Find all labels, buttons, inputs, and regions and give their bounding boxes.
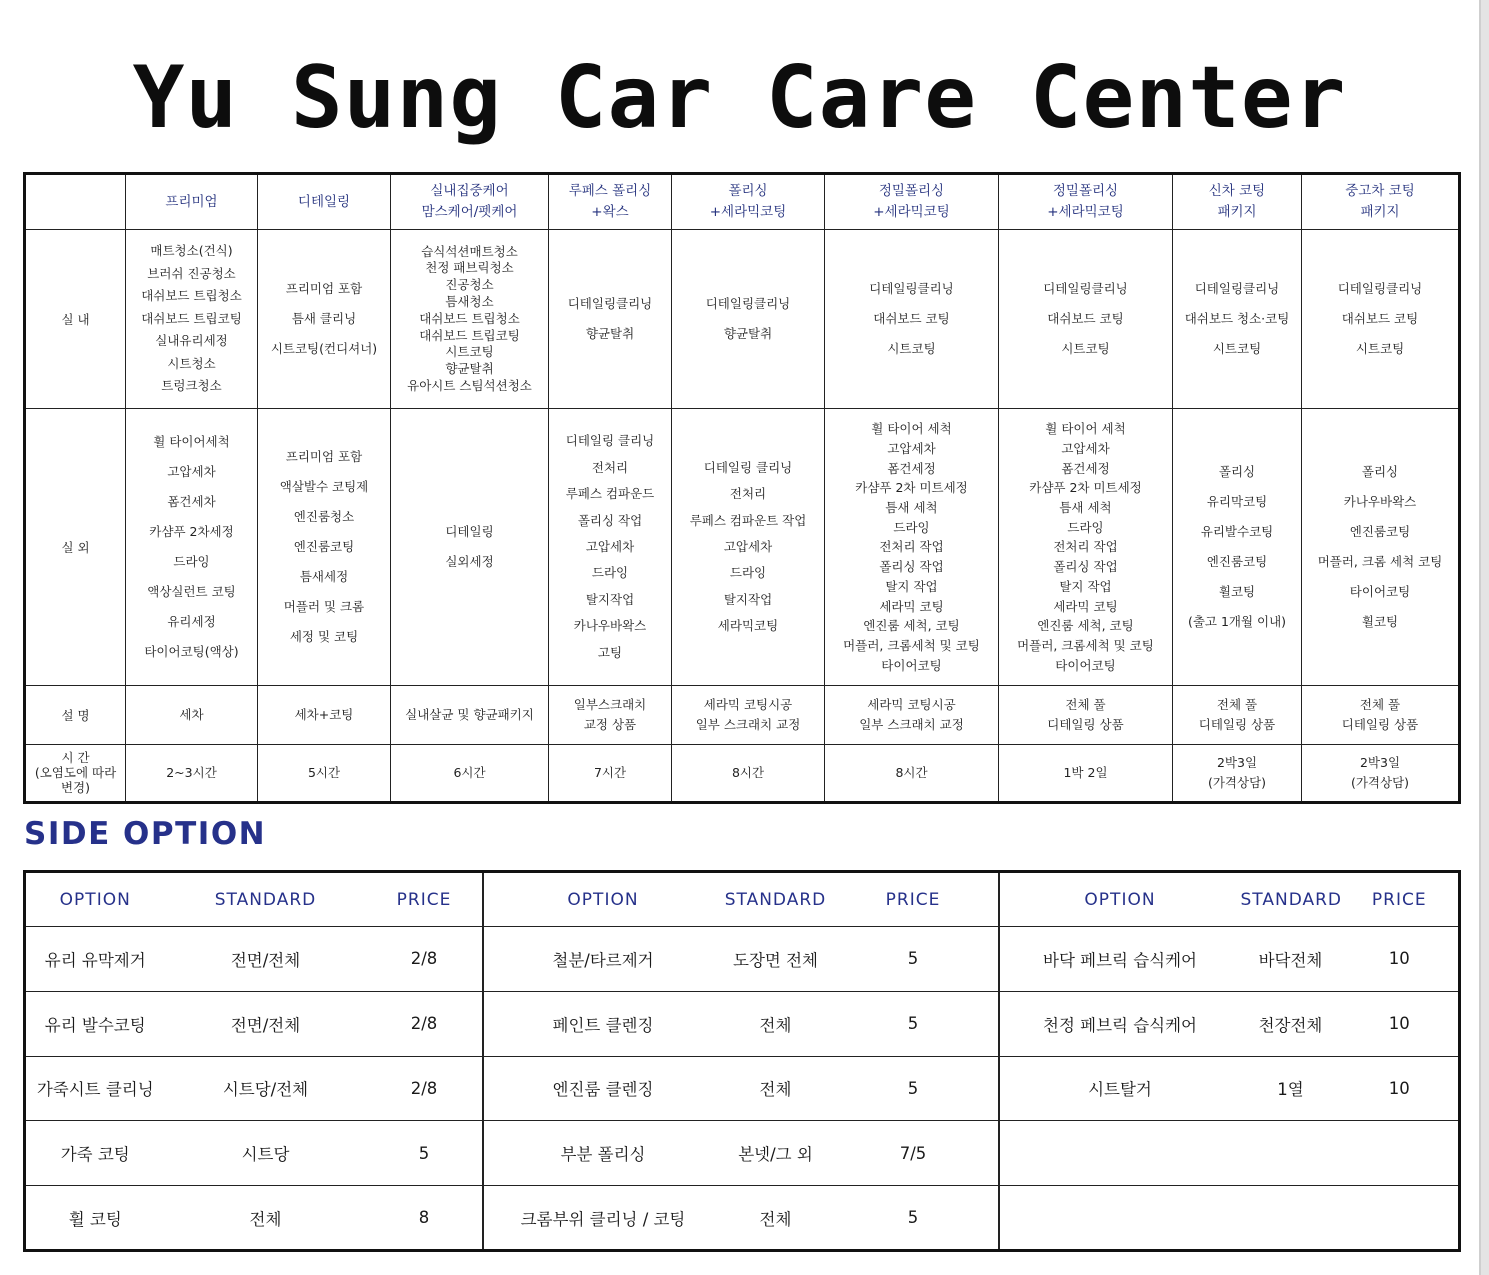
interior-item: 대쉬보드 코팅 (1341, 311, 1419, 327)
exterior-cell (1302, 409, 1460, 686)
exterior-item: 엔진룸코팅 (293, 539, 355, 555)
time-item: 5시간 (307, 764, 341, 780)
time-row (25, 744, 1460, 802)
exterior-item: 액살발수 코팅제 (279, 479, 369, 495)
option-name: 가죽 코팅 (25, 1121, 165, 1186)
exterior-item: 휠 타이어 세척 (1045, 421, 1126, 437)
exterior-item: 엔진룸코팅 (1206, 554, 1268, 570)
package-header-line: 중고차 코팅 (1345, 183, 1415, 200)
description-item: 전체 풀 (1359, 697, 1401, 713)
exterior-cell (999, 409, 1173, 686)
exterior-item: 디테일링 클리닝 (703, 459, 793, 475)
option-name: 시트탈거 (999, 1056, 1241, 1121)
time-item: 2~3시간 (166, 764, 217, 780)
side-option-row (25, 991, 1460, 1056)
description-cell (999, 686, 1173, 744)
side-option-row (25, 1056, 1460, 1121)
exterior-cell (1173, 409, 1302, 686)
interior-item: 매트청소(건식) (150, 243, 233, 259)
side-option-header-option: OPTION (25, 872, 165, 927)
description-cell (672, 686, 825, 744)
exterior-item: 카샴푸 2차세정 (149, 524, 234, 540)
time-cell (549, 744, 672, 802)
side-option-title: SIDE OPTION (24, 816, 267, 852)
description-item: 일부 스크래치 교정 (859, 717, 964, 733)
exterior-item: 엔진룸코팅 (1349, 524, 1411, 540)
exterior-item: 엔진룸청소 (293, 509, 355, 525)
interior-item: 유아시트 스팀석션청소 (407, 377, 532, 393)
time-item: 6시간 (453, 764, 486, 780)
exterior-cell (825, 409, 999, 686)
option-name: 휠 코팅 (25, 1186, 165, 1251)
description-item: 세라믹 코팅시공 (867, 697, 956, 713)
exterior-item: 세라믹 코팅 (1053, 598, 1118, 614)
interior-item: 향균탈취 (585, 326, 635, 342)
option-name (999, 1186, 1241, 1251)
interior-item: 습식석션매트청소 (421, 243, 518, 259)
exterior-item: 전처리 작업 (879, 539, 944, 555)
description-item: 디테일링 상품 (1198, 717, 1276, 733)
interior-item: 천정 패브릭청소 (425, 260, 514, 276)
interior-item: 디테일링클리닝 (705, 296, 791, 312)
interior-item: 디테일링클리닝 (1043, 281, 1128, 297)
description-item: 전체 풀 (1216, 697, 1258, 713)
interior-item: 브러쉬 진공청소 (147, 265, 236, 281)
description-cell (391, 686, 549, 744)
interior-item: 시트코팅 (445, 344, 494, 360)
exterior-item: 고팅 (597, 644, 623, 660)
exterior-item: 세라믹코팅 (717, 618, 779, 634)
exterior-cell (672, 409, 825, 686)
package-table (23, 172, 1461, 804)
option-standard: 시트당/전체 (165, 1056, 367, 1121)
time-cell (672, 744, 825, 802)
exterior-item: 엔진룸 세척, 코팅 (1037, 618, 1134, 634)
package-header-3 (549, 174, 672, 230)
interior-cell (258, 230, 391, 409)
time-item: 2박3일 (1359, 754, 1401, 770)
option-price: 2/8 (367, 991, 483, 1056)
option-price: 10 (1341, 991, 1460, 1056)
exterior-item: 유리세정 (167, 614, 216, 630)
description-item: 세차+코팅 (294, 707, 354, 723)
exterior-item: 폴리싱 작업 (1053, 559, 1118, 575)
option-price: 2/8 (367, 1056, 483, 1121)
exterior-item: 고압세차 (1061, 440, 1110, 456)
interior-cell (549, 230, 672, 409)
exterior-item: 액상실런트 코팅 (147, 584, 236, 600)
option-price: 5 (829, 991, 999, 1056)
exterior-item: 디테일링 (445, 524, 494, 540)
option-standard: 전체 (723, 1056, 829, 1121)
option-price: 5 (829, 927, 999, 992)
exterior-item: 틈새 세척 (1059, 500, 1112, 515)
package-header-8 (1302, 174, 1460, 230)
time-item: (가격상담) (1350, 774, 1410, 790)
interior-item: 시트코팅 (1061, 341, 1110, 357)
time-item: 2박3일 (1216, 754, 1258, 770)
side-option-row (25, 927, 1460, 992)
interior-item: 대쉬보드 트립청소 (141, 288, 242, 304)
description-cell (1302, 686, 1460, 744)
option-standard: 본넷/그 외 (723, 1121, 829, 1186)
side-option-header-standard: STANDARD (1241, 872, 1341, 927)
exterior-item: 틈새 세척 (885, 500, 938, 515)
exterior-cell (391, 409, 549, 686)
time-item: (가격상담) (1207, 774, 1267, 790)
description-cell (258, 686, 391, 744)
interior-item: 틈새청소 (445, 293, 494, 309)
description-cell (126, 686, 258, 744)
option-standard: 천장전체 (1241, 991, 1341, 1056)
interior-item: 시트코팅 (1355, 341, 1405, 357)
package-header-0 (126, 174, 258, 230)
option-standard: 전체 (165, 1186, 367, 1251)
interior-item: 대쉬보드 트립청소 (419, 310, 520, 326)
description-item: 세차 (179, 707, 204, 723)
exterior-item: 엔진룸 세척, 코팅 (863, 618, 960, 634)
package-header-line: 패키지 (1360, 204, 1400, 221)
exterior-item: 폼건세정 (887, 460, 936, 476)
interior-item: 대쉬보드 청소·코팅 (1184, 311, 1290, 327)
option-name: 천정 페브릭 습식케어 (999, 991, 1241, 1056)
exterior-item: 드라잉 (893, 519, 930, 535)
side-option-header-standard: STANDARD (165, 872, 367, 927)
option-name (999, 1121, 1241, 1186)
exterior-item: 휠 타이어세척 (153, 434, 230, 450)
exterior-item: 디테일링 클리닝 (565, 433, 655, 449)
time-item: 8시간 (895, 764, 928, 780)
option-price (1341, 1186, 1460, 1251)
side-option-header-price: PRICE (829, 872, 999, 927)
exterior-item: 드라잉 (729, 565, 767, 581)
description-cell (825, 686, 999, 744)
package-header-line: 정밀폴리싱 (878, 183, 945, 200)
exterior-item: 카샴푸 2차 미트세정 (855, 480, 968, 496)
option-standard: 도장면 전체 (723, 927, 829, 992)
description-item: 디테일링 상품 (1341, 717, 1419, 733)
row-label-interior: 실 내 (25, 230, 126, 409)
interior-item: 시트청소 (167, 355, 216, 371)
exterior-item: 고압세차 (723, 539, 773, 555)
exterior-item: (출고 1개월 이내) (1187, 614, 1287, 630)
exterior-item: 유리막코팅 (1206, 494, 1268, 510)
option-standard: 1열 (1241, 1056, 1341, 1121)
interior-cell (825, 230, 999, 409)
side-option-table (23, 870, 1461, 1252)
package-header-7 (1173, 174, 1302, 230)
interior-item: 대쉬보드 코팅 (873, 311, 950, 327)
window-edge (1479, 0, 1489, 1275)
interior-item: 시트코팅 (1212, 341, 1262, 357)
exterior-cell (549, 409, 672, 686)
time-cell (391, 744, 549, 802)
exterior-item: 탈지 작업 (885, 578, 938, 594)
description-item: 디테일링 상품 (1047, 717, 1124, 733)
exterior-item: 카샴푸 2차 미트세정 (1029, 480, 1142, 496)
package-header-line: 루페스 폴리싱 (568, 183, 652, 200)
exterior-item: 탈지작업 (723, 591, 773, 607)
description-item: 일부스크래치 (573, 697, 647, 713)
interior-item: 시트코팅(컨디셔너) (270, 341, 378, 357)
option-standard: 바닥전체 (1241, 927, 1341, 992)
option-price: 5 (829, 1056, 999, 1121)
interior-item: 트렁크청소 (161, 378, 222, 394)
option-name: 유리 발수코팅 (25, 991, 165, 1056)
exterior-item: 폼건세정 (1061, 460, 1110, 476)
interior-item: 디테일링클리닝 (869, 281, 954, 297)
side-option-row (25, 1121, 1460, 1186)
time-cell (258, 744, 391, 802)
time-item: 7시간 (593, 764, 627, 780)
package-header-line: 디테일링 (297, 193, 351, 210)
option-price: 8 (367, 1186, 483, 1251)
time-cell (1173, 744, 1302, 802)
package-header-1 (258, 174, 391, 230)
option-name: 페인트 클렌징 (483, 991, 723, 1056)
option-standard: 전체 (723, 1186, 829, 1251)
option-price: 7/5 (829, 1121, 999, 1186)
exterior-item: 전처리 작업 (1053, 539, 1118, 555)
interior-cell (672, 230, 825, 409)
package-header-row (25, 174, 1460, 230)
package-header-line: +세라믹코팅 (709, 204, 787, 221)
package-header-line: 신차 코팅 (1208, 183, 1266, 200)
exterior-item: 머플러, 크롬세척 및 코팅 (843, 637, 980, 653)
interior-row (25, 230, 1460, 409)
option-price: 10 (1341, 1056, 1460, 1121)
option-standard: 전면/전체 (165, 991, 367, 1056)
exterior-item: 고압세차 (167, 464, 216, 480)
option-name: 철분/타르제거 (483, 927, 723, 992)
description-item: 일부 스크래치 교정 (695, 717, 801, 733)
interior-item: 디테일링클리닝 (567, 296, 653, 312)
exterior-item: 카나우바왁스 (1343, 494, 1417, 510)
time-item: 8시간 (731, 764, 765, 780)
package-header-line: 폴리싱 (728, 183, 768, 200)
option-standard: 전면/전체 (165, 927, 367, 992)
exterior-item: 드라잉 (173, 554, 210, 570)
package-header-line: +세라믹코팅 (873, 204, 950, 221)
interior-item: 향균탈취 (723, 326, 773, 342)
interior-item: 향균탈취 (445, 361, 494, 377)
exterior-item: 휠코팅 (1218, 584, 1256, 600)
row-label-time-line: 시 간 (61, 750, 90, 766)
side-option-row (25, 1186, 1460, 1251)
exterior-item: 루페스 컴파운드 (565, 486, 655, 502)
exterior-item: 머플러 및 크롬 (283, 599, 365, 615)
package-header-line: 정밀폴리싱 (1052, 183, 1119, 200)
exterior-item: 틈새세정 (299, 569, 349, 585)
description-row (25, 686, 1460, 744)
row-label-description: 설 명 (25, 686, 126, 744)
interior-item: 틈새 클리닝 (291, 311, 357, 327)
exterior-item: 유리발수코팅 (1200, 524, 1274, 540)
row-label-time-line: 변경) (60, 780, 91, 796)
package-header-line: +왁스 (591, 204, 629, 221)
option-name: 가죽시트 클리닝 (25, 1056, 165, 1121)
interior-item: 대쉬보드 코팅 (1047, 311, 1124, 327)
option-standard: 전체 (723, 991, 829, 1056)
package-header-6 (999, 174, 1173, 230)
exterior-item: 폴리싱 작업 (879, 559, 944, 575)
page-title: Yu Sung Car Care Center (132, 48, 1347, 148)
interior-item: 시트코팅 (887, 341, 936, 357)
interior-item: 프리미엄 포함 (285, 281, 363, 297)
interior-item: 디테일링클리닝 (1194, 281, 1280, 297)
exterior-item: 탈지작업 (585, 591, 635, 607)
package-header-line: 실내집중케어 (430, 183, 509, 200)
option-price: 5 (829, 1186, 999, 1251)
exterior-item: 폴리싱 작업 (577, 512, 643, 528)
exterior-item: 실외세정 (445, 554, 494, 570)
exterior-item: 프리미엄 포함 (285, 449, 363, 465)
package-header-line: 맘스케어/펫케어 (421, 204, 518, 221)
exterior-item: 루페스 컴파운트 작업 (689, 512, 807, 528)
option-name: 부분 폴리싱 (483, 1121, 723, 1186)
interior-cell (126, 230, 258, 409)
description-item: 실내살균 및 향균패키지 (405, 707, 534, 723)
option-name: 바닥 페브릭 습식케어 (999, 927, 1241, 992)
exterior-item: 전처리 (729, 486, 767, 502)
side-option-header-row (25, 872, 1460, 927)
exterior-item: 카나우바왁스 (573, 618, 647, 634)
side-option-header-standard: STANDARD (723, 872, 829, 927)
option-price: 2/8 (367, 927, 483, 992)
row-label-time (25, 744, 126, 802)
side-option-header-option: OPTION (483, 872, 723, 927)
package-header-line: 프리미엄 (165, 193, 218, 210)
exterior-item: 폴리싱 (1361, 464, 1399, 480)
package-header-line: +세라믹코팅 (1047, 204, 1124, 221)
exterior-item: 탈지 작업 (1059, 578, 1112, 594)
exterior-item: 세라믹 코팅 (879, 598, 944, 614)
option-price: 10 (1341, 927, 1460, 992)
option-name: 유리 유막제거 (25, 927, 165, 992)
time-item: 1박 2일 (1063, 764, 1108, 780)
interior-cell (999, 230, 1173, 409)
exterior-item: 타이어코팅(액상) (144, 644, 239, 660)
interior-item: 대쉬보드 트립코팅 (141, 310, 242, 326)
option-standard (1241, 1186, 1341, 1251)
package-header-4 (672, 174, 825, 230)
exterior-item: 드라잉 (1067, 519, 1104, 535)
exterior-item: 드라잉 (591, 565, 629, 581)
package-header-line: 패키지 (1217, 204, 1257, 221)
description-item: 세라믹 코팅시공 (703, 697, 793, 713)
exterior-item: 휠 타이어 세척 (871, 421, 952, 437)
description-cell (1173, 686, 1302, 744)
time-cell (999, 744, 1173, 802)
interior-cell (1173, 230, 1302, 409)
exterior-item: 휠코팅 (1361, 614, 1399, 630)
option-standard (1241, 1121, 1341, 1186)
interior-item: 대쉬보드 트립코팅 (419, 327, 520, 343)
side-option-header-price: PRICE (367, 872, 483, 927)
exterior-item: 고압세차 (887, 440, 936, 456)
exterior-item: 고압세차 (585, 539, 635, 555)
option-name: 크롬부위 클리닝 / 코팅 (483, 1186, 723, 1251)
exterior-row (25, 409, 1460, 686)
option-name: 엔진룸 클렌징 (483, 1056, 723, 1121)
exterior-item: 폴리싱 (1218, 464, 1256, 480)
interior-item: 디테일링클리닝 (1337, 281, 1423, 297)
package-header-5 (825, 174, 999, 230)
row-label-exterior: 실 외 (25, 409, 126, 686)
interior-item: 진공청소 (445, 277, 494, 293)
description-item: 교정 상품 (583, 717, 637, 733)
exterior-item: 타이어코팅 (1055, 657, 1116, 673)
side-option-header-price: PRICE (1341, 872, 1460, 927)
interior-item: 실내유리세정 (155, 333, 228, 349)
side-option-header-option: OPTION (999, 872, 1241, 927)
exterior-item: 전처리 (591, 459, 629, 475)
option-price: 5 (367, 1121, 483, 1186)
time-cell (825, 744, 999, 802)
time-cell (126, 744, 258, 802)
interior-cell (1302, 230, 1460, 409)
row-label-time-line: (오염도에 따라 (34, 765, 117, 781)
option-price (1341, 1121, 1460, 1186)
exterior-cell (258, 409, 391, 686)
exterior-item: 폼건세차 (167, 494, 216, 510)
time-cell (1302, 744, 1460, 802)
exterior-item: 타이어코팅 (1349, 584, 1411, 600)
description-cell (549, 686, 672, 744)
header-corner (25, 174, 126, 230)
exterior-item: 세정 및 코팅 (289, 629, 359, 645)
exterior-item: 타이어코팅 (881, 657, 942, 673)
exterior-item: 머플러, 크롬 세척 코팅 (1317, 554, 1443, 570)
exterior-item: 머플러, 크롬세척 및 코팅 (1017, 637, 1154, 653)
package-header-2 (391, 174, 549, 230)
interior-cell (391, 230, 549, 409)
exterior-cell (126, 409, 258, 686)
description-item: 전체 풀 (1065, 697, 1106, 713)
option-standard: 시트당 (165, 1121, 367, 1186)
